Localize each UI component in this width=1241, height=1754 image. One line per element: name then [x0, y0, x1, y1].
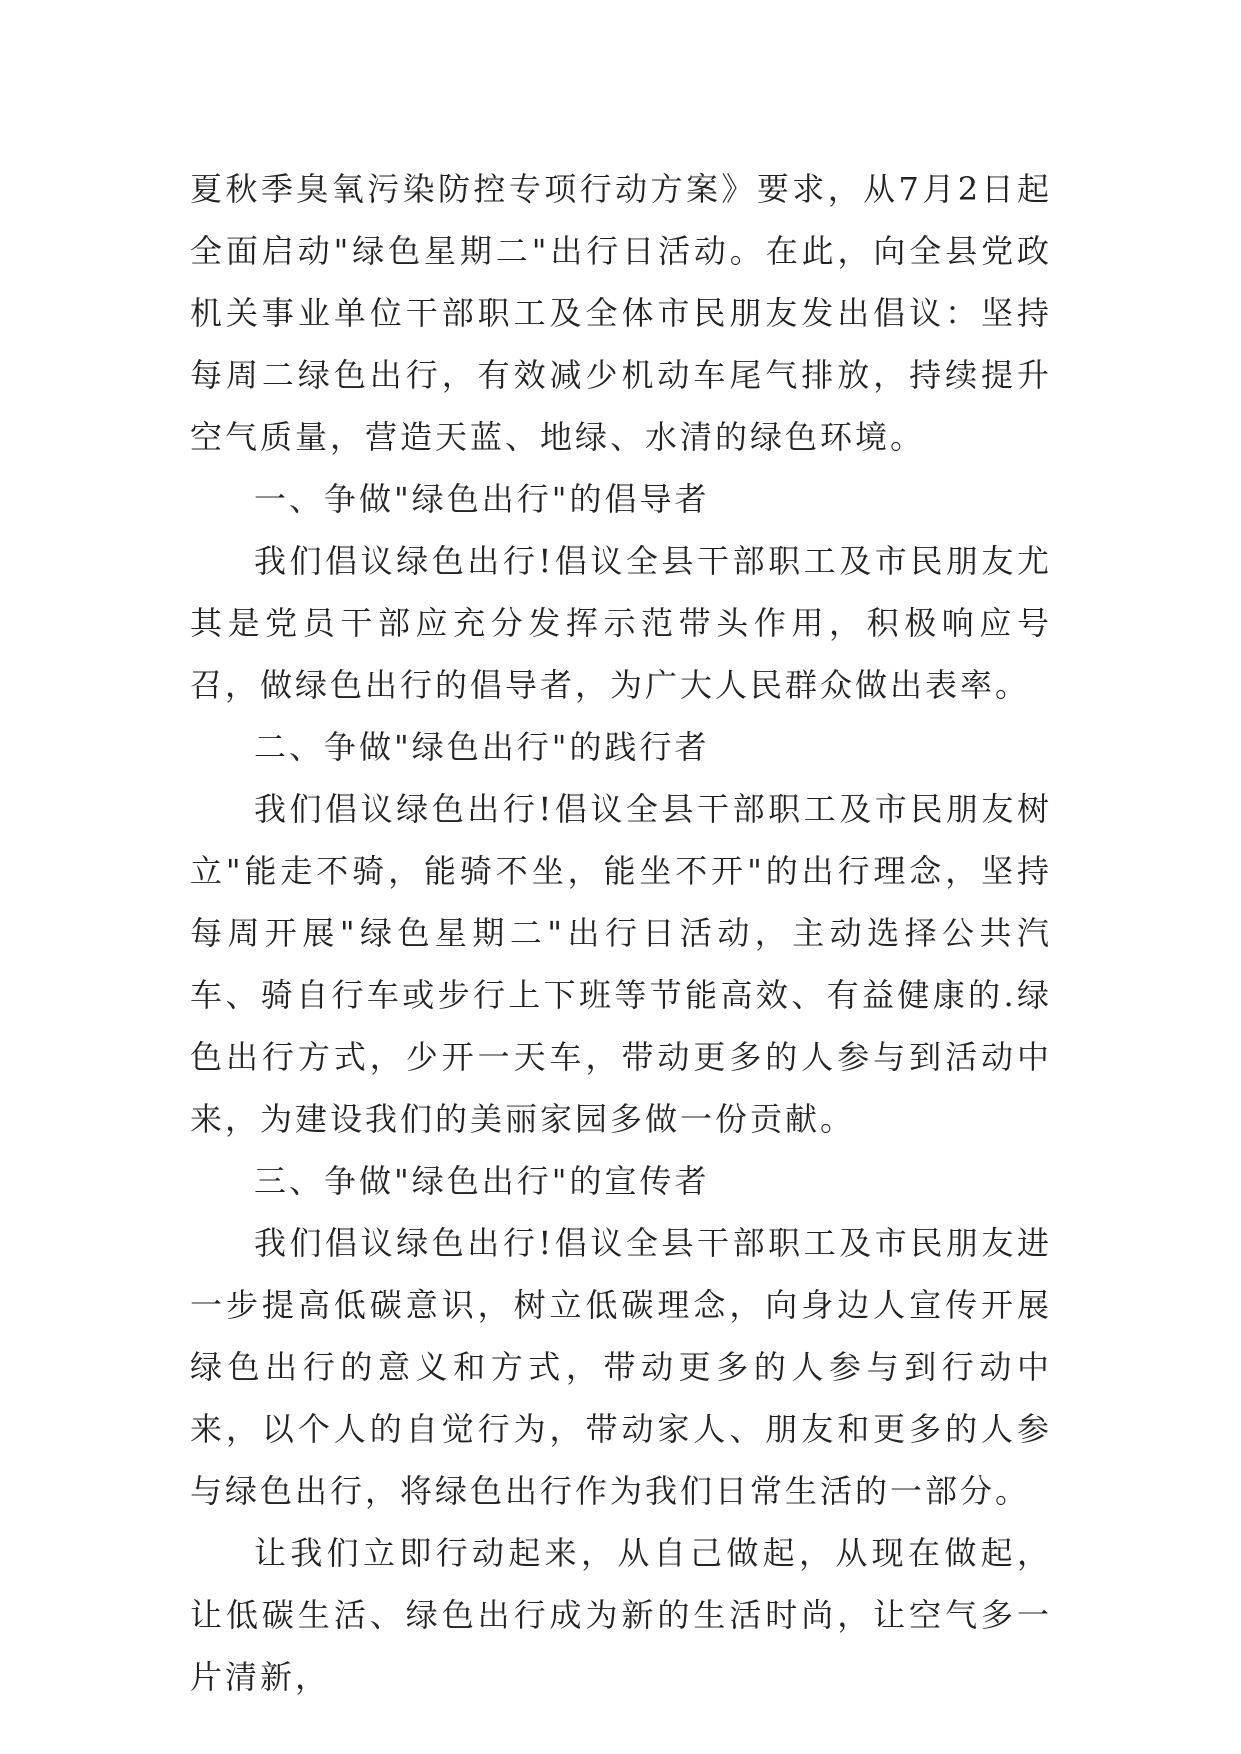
- paragraph-intro: 夏秋季臭氧污染防控专项行动方案》要求，从7月2日起全面启动"绿色星期二"出行日活动。在此，向全县党政机关事业单位干部职工及全体市民朋友发出倡议：坚持每周二绿色出行，有效减少机动车尾气排放，持续提升空气质量，营造天蓝、地绿、水清的绿色环境。: [190, 170, 1052, 456]
- document-body: [190, 158, 1052, 1708]
- paragraph-section-3: 我们倡议绿色出行!倡议全县干部职工及市民朋友进一步提高低碳意识，树立低碳理念，向身边人宣传开展绿色出行的意义和方式，带动更多的人参与到行动中来，以个人的自觉行为，带动家人、朋友和更多的人参与绿色出行，将绿色出行作为我们日常生活的一部分。: [190, 1224, 1052, 1510]
- paragraph-section-2: 我们倡议绿色出行!倡议全县干部职工及市民朋友树立"能走不骑，能骑不坐，能坐不开"的出行理念，坚持每周开展"绿色星期二"出行日活动，主动选择公共汽车、骑自行车或步行上下班等节能高效、有益健康的.绿色出行方式，少开一天车，带动更多的人参与到活动中来，为建设我们的美丽家园多做一份贡献。: [190, 790, 1052, 1138]
- section-heading-1: 一、争做"绿色出行"的倡导者: [254, 480, 710, 518]
- paragraph-closing: 让我们立即行动起来，从自己做起，从现在做起，让低碳生活、绿色出行成为新的生活时尚，让空气多一片清新，: [190, 1534, 1052, 1696]
- section-heading-2: 二、争做"绿色出行"的践行者: [254, 728, 710, 766]
- section-heading-3: 三、争做"绿色出行"的宣传者: [254, 1162, 710, 1200]
- paragraph-section-1: 我们倡议绿色出行!倡议全县干部职工及市民朋友尤其是党员干部应充分发挥示范带头作用，积极响应号召，做绿色出行的倡导者，为广大人民群众做出表率。: [190, 542, 1052, 704]
